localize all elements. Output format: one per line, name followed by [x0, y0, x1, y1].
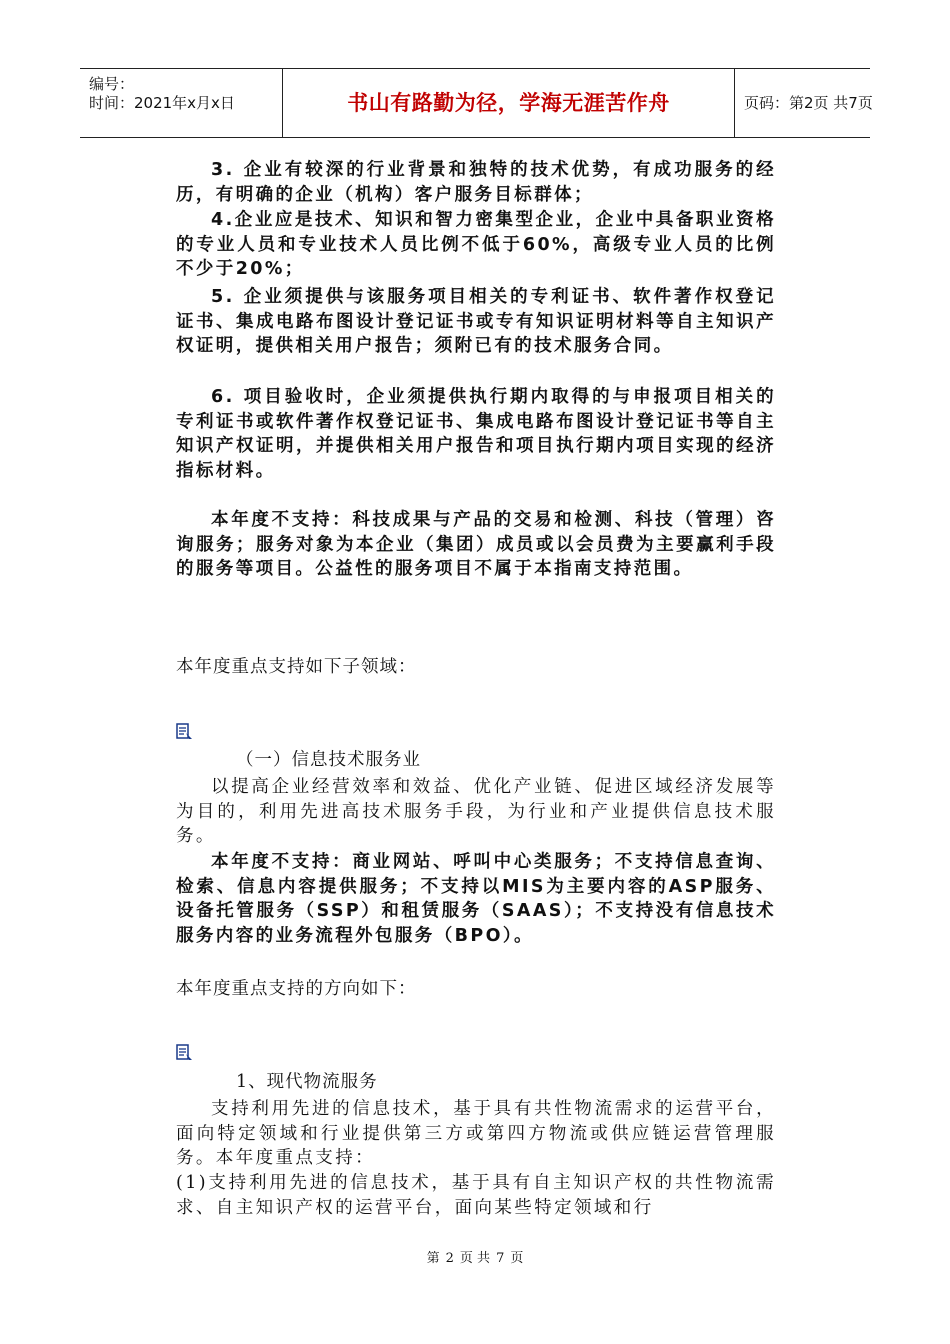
subsection-1-item-1: (1)支持利用先进的信息技术，基于具有自主知识产权的共性物流需求、自主知识产权的运营平台，面向某些特定领域和行	[176, 1173, 776, 1218]
footer-prefix: 第	[426, 1251, 440, 1266]
footer-total-pages: 7	[496, 1251, 505, 1266]
header-page-info: 页码：第2页 共7页	[744, 94, 873, 112]
header-meta	[80, 69, 283, 137]
note-icon[interactable]	[176, 723, 194, 741]
subsection-1-description: 支持利用先进的信息技术，基于具有共性物流需求的运营平台，面向特定领域和行业提供第三方或第四方物流或供应链运营管理服务。本年度重点支持：	[176, 1099, 776, 1168]
page-header	[80, 68, 873, 138]
footer-page-number: 2	[445, 1251, 454, 1266]
paragraph-requirement-4: 4.企业应是技术、知识和智力密集型企业，企业中具备职业资格的专业人员和专业技术人员比例不低于60%，高级专业人员的比例不少于20%；	[176, 210, 776, 279]
document-number: 编号：	[89, 75, 135, 93]
section-1-title: （一）信息技术服务业	[236, 750, 421, 770]
focus-fields-heading: 本年度重点支持如下子领域：	[176, 657, 417, 677]
paragraph-requirement-5: 5. 企业须提供与该服务项目相关的专利证书、软件著作权登记证书、集成电路布图设计登记证书或专有知识证明材料等自主知识产权证明，提供相关用户报告；须附已有的技术服务合同。	[176, 287, 776, 356]
paragraph-not-supported-it: 本年度不支持：商业网站、呼叫中心类服务；不支持信息查询、检索、信息内容提供服务；不支持以MIS为主要内容的ASP服务、设备托管服务（SSP）和租赁服务（SAAS）；不支持没有信息技术服务内容的业务流程外包服务（BPO）。	[176, 852, 776, 946]
subsection-1-title: 1、现代物流服务	[236, 1072, 378, 1092]
focus-directions-heading: 本年度重点支持的方向如下：	[176, 979, 417, 999]
header-motto: 书山有路勤为径，学海无涯苦作舟	[283, 69, 735, 137]
page-footer	[0, 1247, 950, 1266]
document-date: 时间：2021年x月x日	[89, 94, 235, 112]
paragraph-requirement-3: 3. 企业有较深的行业背景和独特的技术优势，有成功服务的经历，有明确的企业（机构）客户服务目标群体；	[176, 160, 776, 205]
footer-mid: 页 共	[459, 1251, 491, 1266]
section-1-description: 以提高企业经营效率和效益、优化产业链、促进区域经济发展等为目的，利用先进高技术服务手段，为行业和产业提供信息技术服务。	[176, 777, 776, 846]
paragraph-requirement-6: 6. 项目验收时，企业须提供执行期内取得的与申报项目相关的专利证书或软件著作权登记证书、集成电路布图设计登记证书等自主知识产权证明，并提供相关用户报告和项目执行期内项目实现的经济指标材料。	[176, 387, 776, 481]
note-icon[interactable]	[176, 1044, 194, 1062]
footer-suffix: 页	[510, 1251, 524, 1266]
paragraph-not-supported: 本年度不支持：科技成果与产品的交易和检测、科技（管理）咨询服务；服务对象为本企业（集团）成员或以会员费为主要赢利手段的服务等项目。公益性的服务项目不属于本指南支持范围。	[176, 510, 776, 579]
